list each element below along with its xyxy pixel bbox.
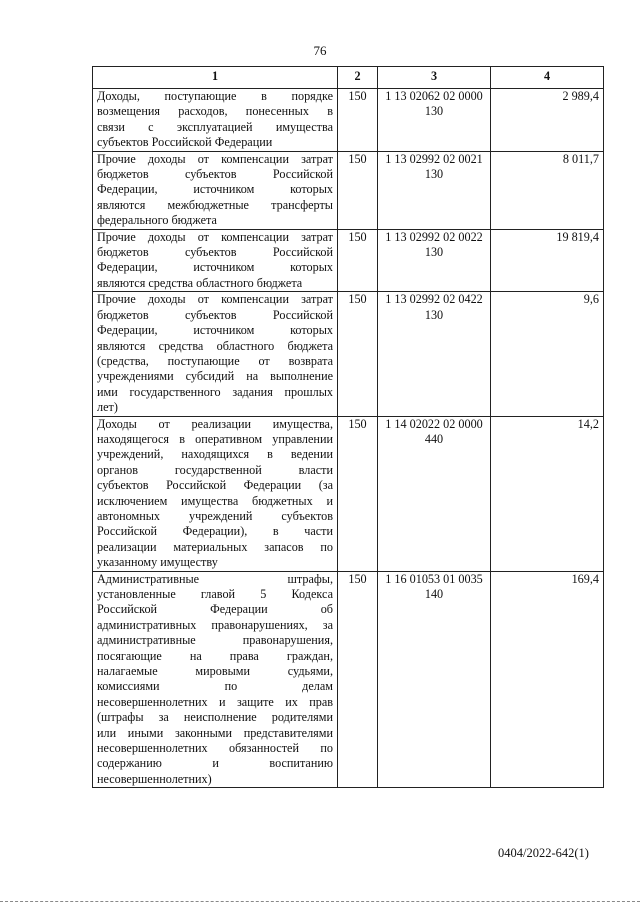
revenue-name-line: бюджетов субъектов Российской (97, 245, 333, 260)
amount-cell: 2 989,4 (491, 89, 604, 152)
revenue-name-line: органов государственной власти (97, 462, 333, 477)
table-row (93, 416, 604, 571)
revenue-name-line: учреждений, находящихся в ведении (97, 447, 333, 462)
revenue-name-line: содержанию и воспитанию (97, 756, 333, 771)
kbk-code-cell: 1 13 02062 02 0000 130 (378, 89, 491, 152)
revenue-name-line: бюджетов субъектов Российской (97, 167, 333, 182)
kbk-code-cell: 1 16 01053 01 0035 140 (378, 571, 491, 788)
admin-code-cell: 150 (338, 151, 378, 229)
revenue-name-line: Прочие доходы от компенсации затрат (97, 292, 333, 307)
admin-code-cell: 150 (338, 571, 378, 788)
admin-code-cell: 150 (338, 229, 378, 292)
revenue-name-line: ими государственного задания прошлых (97, 384, 333, 399)
revenue-name-line: Прочие доходы от компенсации затрат (97, 151, 333, 166)
kbk-code-cell: 1 13 02992 02 0022 130 (378, 229, 491, 292)
revenue-name-line: налагаемые мировыми судьями, (97, 664, 333, 679)
kbk-code-cell: 1 13 02992 02 0021 130 (378, 151, 491, 229)
revenue-name-line: (средства, поступающие от возврата (97, 353, 333, 368)
amount-cell: 169,4 (491, 571, 604, 788)
table-row (93, 292, 604, 416)
revenue-name-line: Административные штрафы, (97, 571, 333, 586)
revenue-name-line: реализации материальных запасов по (97, 539, 333, 554)
revenue-name-line: Федерации, источником которых (97, 260, 333, 275)
revenue-name-line: субъектов Российской Федерации (97, 135, 273, 150)
revenue-name-line: исключением имущества бюджетных и (97, 493, 333, 508)
kbk-code-cell: 1 14 02022 02 0000 440 (378, 416, 491, 571)
table-row (93, 151, 604, 229)
header-col-3: 3 (378, 67, 491, 89)
revenue-name-line: посягающие на права граждан, (97, 648, 333, 663)
revenue-name-cell (93, 571, 338, 788)
bottom-divider (0, 901, 640, 902)
table-row (93, 229, 604, 292)
revenue-name-line: (штрафы за неисполнение родителями (97, 710, 333, 725)
revenue-name-line: Федерации, источником которых (97, 323, 333, 338)
revenue-table (92, 66, 604, 788)
header-col-4: 4 (491, 67, 604, 89)
header-col-2: 2 (338, 67, 378, 89)
admin-code-cell: 150 (338, 89, 378, 152)
amount-cell: 14,2 (491, 416, 604, 571)
kbk-code-cell: 1 13 02992 02 0422 130 (378, 292, 491, 416)
table-body (93, 89, 604, 788)
revenue-name-line: находящегося в оперативном управлении (97, 431, 333, 446)
revenue-name-line: комиссиями по делам (97, 679, 333, 694)
revenue-name-line: Прочие доходы от компенсации затрат (97, 229, 333, 244)
revenue-name-cell (93, 151, 338, 229)
revenue-name-line: учреждениями субсидий на выполнение (97, 369, 333, 384)
revenue-name-cell (93, 292, 338, 416)
revenue-name-line: автономных учреждений субъектов (97, 508, 333, 523)
revenue-name-line: Доходы от реализации имущества, (97, 416, 333, 431)
revenue-name-line: Доходы, поступающие в порядке (97, 89, 333, 103)
revenue-name-line: Федерации, источником которых (97, 182, 333, 197)
admin-code-cell: 150 (338, 416, 378, 571)
revenue-name-line: являются средства областного бюджета (97, 338, 333, 353)
table-row (93, 571, 604, 788)
table-row (93, 89, 604, 152)
document-code: 0404/2022-642(1) (498, 846, 589, 860)
revenue-name-line: несовершеннолетних обязанностей по (97, 741, 333, 756)
revenue-name-cell (93, 229, 338, 292)
revenue-name-line: несовершеннолетних и защите их прав (97, 694, 333, 709)
revenue-name-line: Российской Федерации об (97, 602, 333, 617)
revenue-name-line: указанному имуществу (97, 555, 218, 570)
revenue-name-line: установленные главой 5 Кодекса (97, 587, 333, 601)
revenue-name-line: несовершеннолетних) (97, 771, 212, 786)
header-col-1: 1 (93, 67, 338, 89)
revenue-name-line: субъектов Российской Федерации (за (97, 478, 333, 493)
table-header-row (93, 67, 604, 89)
revenue-name-line: возмещения расходов, понесенных в (97, 104, 333, 119)
revenue-name-line: являются межбюджетные трансферты (97, 197, 333, 212)
revenue-name-cell (93, 416, 338, 571)
admin-code-cell: 150 (338, 292, 378, 416)
amount-cell: 9,6 (491, 292, 604, 416)
revenue-name-line: или иными законными представителями (97, 725, 333, 740)
amount-cell: 19 819,4 (491, 229, 604, 292)
page-number: 76 (313, 43, 327, 58)
amount-cell: 8 011,7 (491, 151, 604, 229)
revenue-name-cell (93, 89, 338, 152)
revenue-name-line: административных правонарушениях, за (97, 617, 333, 632)
revenue-name-line: связи с эксплуатацией имущества (97, 119, 333, 134)
revenue-name-line: Российской Федерации), в части (97, 524, 333, 539)
revenue-name-line: являются средства областного бюджета (97, 275, 303, 290)
revenue-name-line: лет) (97, 400, 118, 415)
revenue-name-line: бюджетов субъектов Российской (97, 307, 333, 322)
revenue-name-line: административные правонарушения, (97, 633, 333, 648)
revenue-name-line: федерального бюджета (97, 213, 217, 228)
